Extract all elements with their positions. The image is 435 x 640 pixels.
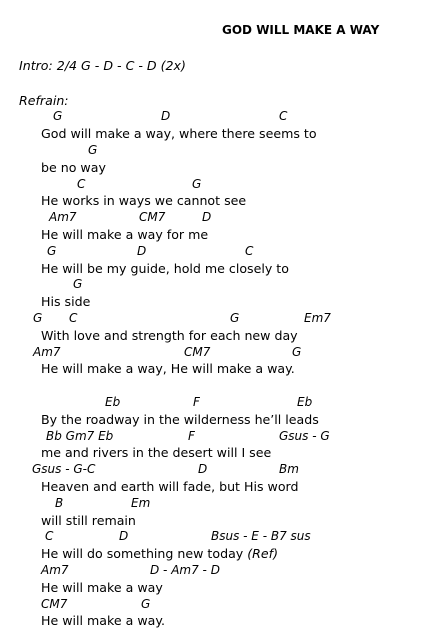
chord: C [279,109,288,123]
chord: CM7 [41,597,68,611]
chord: G [141,597,151,611]
lyric-line: He works in ways we cannot see [41,193,247,208]
chord: CM7 [184,345,211,359]
chord: Eb [105,395,121,409]
chord: D [202,210,212,224]
chord: Am7 [41,563,69,577]
chord: D - Am7 - D [150,563,220,577]
chord: G [73,277,83,291]
chord: G [230,311,240,325]
chord: G [33,311,43,325]
chord: C [69,311,78,325]
lyric-line [41,546,278,561]
chord: G [88,143,98,157]
lyric-line: me and rivers in the desert will I see [41,445,272,460]
song-title: GOD WILL MAKE A WAY [222,23,380,37]
chord: G [292,345,302,359]
chord: D [137,244,147,258]
lyric-line: He will make a way [41,580,163,595]
lyric-text: He will do something new today [41,546,248,561]
chord: CM7 [139,210,166,224]
lyric-line: will still remain [41,513,136,528]
lyric-line: His side [41,294,91,309]
chord: Em7 [304,311,331,325]
refrain-label: Refrain: [19,93,69,108]
chord: F [188,429,195,443]
lyric-line: God will make a way, where there seems to [41,126,317,141]
chord: F [193,395,200,409]
chord: C [45,529,54,543]
chord: C [77,177,86,191]
chord: D [161,109,171,123]
chord: D [119,529,129,543]
lyric-line: be no way [41,160,106,175]
chord: Gsus - G-C [32,462,96,476]
chord: Bm [279,462,299,476]
chord: C [245,244,254,258]
chord: Eb [297,395,313,409]
chord: G [53,109,63,123]
lyric-line: By the roadway in the wilderness he’ll leads [41,412,319,427]
refrain-reference: (Ref) [247,546,279,561]
lyric-line: He will be my guide, hold me closely to [41,261,289,276]
chord: Am7 [33,345,61,359]
lyric-line: He will make a way. [41,613,165,628]
chord: Bb Gm7 Eb [46,429,114,443]
chord: B [55,496,64,510]
lyric-line: He will make a way for me [41,227,209,242]
chord: Em [131,496,151,510]
chord: Bsus - E - B7 sus [211,529,311,543]
lyric-line: With love and strength for each new day [41,328,298,343]
lyric-line: Heaven and earth will fade, but His word [41,479,299,494]
chord: G [47,244,57,258]
chord: D [198,462,208,476]
chord: Am7 [49,210,77,224]
intro-line: Intro: 2/4 G - D - C - D (2x) [19,58,186,73]
chord: G [192,177,202,191]
chord: Gsus - G [279,429,330,443]
lyric-line: He will make a way, He will make a way. [41,361,295,376]
